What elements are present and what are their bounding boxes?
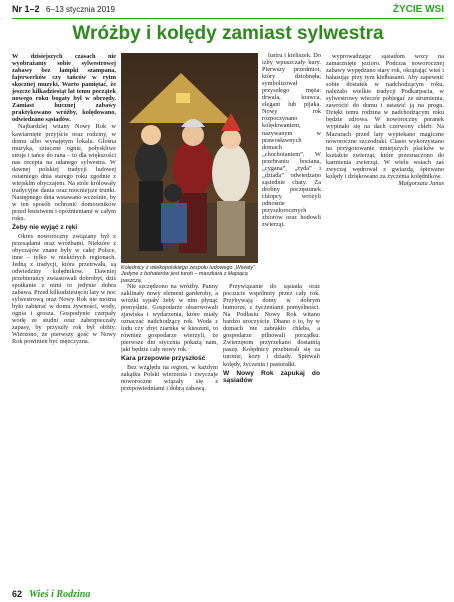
column-1-paragraph: Najbardziej witany Nowy Rok w kawiarnięte przyjście oraz rodziny, w domu albo wynajętym lokalu. Głośna muzyka, sztuczne ognie, połyskliwe stroje i tańce do rana – to dla większości nas recepta na udanego sylwestra. W dawnej polskiej tradycji ludowej ostatniego dnia starego roku zgodnie z wiejskim obyczajem. Na stole królowały tradycyjne dania oraz mocniejsze trunki. Następnego dnia wstawano wcześnie, by w ten sposób ochronić domowników przed lenistwem i opóźnieniami w całym roku. [12, 123, 116, 223]
subheading-1: Żeby nie wyjąć z ręki [12, 224, 78, 232]
subheading-2: Kara przepowie przyszłość [121, 355, 206, 363]
subheading-3: W Nowy Rok zapukaj do sąsiadów [223, 369, 320, 384]
column-3-paragraph: Przywiązanie do sąsiada oraz poczucie wspólnoty przez cały rok. Przybywają domy w dobrym humorze, z życzeniami pomyślności. Na Podlasiu Nowy Rok witano bardzo uroczyście. Dbano o to, by w domach nie zabrakło chleba, a gospodarze pilnowali porządku. Zwierzętom przyrzekano dostatnią paszę. Kolędnicy przebierali się za turonie, kozy i dziady. Śpiewali kolędy, życzenia i pastorałki. [223, 283, 320, 368]
article-title: Wróżby i kolędy zamiast sylwestra [72, 23, 384, 44]
column-5 [262, 52, 321, 282]
issue-date: 6–13 stycznia 2019 [46, 5, 115, 14]
article-signature: Małgorzata Janus [398, 179, 444, 187]
section-name: ŻYCIE WSI [392, 4, 444, 15]
article-photo [121, 53, 258, 263]
column-4 [326, 53, 444, 576]
article-lead: W dzisiejszych czasach nie wyobrażamy sobie sylwestrowej zabawy bez lampki szampana, fajerwerków czy tańców w rytm skocznej muzyki. Warto pamiętać, że jeszcze kilkadziesiąt lat temu początek nowego roku bogaty był w obrzędy. Zamiast hucznej zabawy praktykowano wróżby, kolędowano, odwiedzano sąsiadów. [12, 53, 116, 124]
column-2-paragraph-2: Bez względu na region, w każdym zakątku Polski wierzenia i zwyczaje noworoczne wiązały się z przepowiedniami i dobrą zabawą. [121, 363, 218, 393]
issue-number: Nr 1–2 [12, 4, 40, 14]
column-1 [12, 53, 116, 576]
column-4-paragraph: wyprowadzając sąsiadom wozy na zamarznięte jezioro. Podczas noworocznej zabawy wypędzano stary rok, okrążając wieś i hałasując przy tym kiełbasami. Aby zapewnić sobie dostatek w nadchodzącym roku, należało wielkie tradycji Podkarpacia, w sylwestrowy wieczór pobiegać ze strumienia, zawrócić do domu i ustawić ją na progu. Dzięki temu rodzina w nadchodzącym roku będzie zdrowa. W noworoczny poranek wypinało się na dach czerwony chleb. Na Mazurach przed laty wypiekano magiczne noworoczne szczodraki. Ciasto wykorzystano na przygotowanie mniejszych placków w kształcie zwierząt, które przeznaczono do karmienia zwierząt. W wielu wsiach zaś zwyczaj wędrował z gwiazdą, śpiewano kolędy i dziękowano za życzenia kolędników. [326, 53, 444, 180]
header-rule [12, 18, 444, 19]
magazine-name: Wieś i Rodzina [29, 589, 91, 600]
kolednicy-photo [121, 53, 258, 263]
photo-caption: Kolędnicy z wielkopolskiego zespołu ludowego „Wiwaty”. Jedyne z bohaterów jest turoń – maszkara z kłapiącą paszczą. [121, 265, 257, 284]
page-number: 62 [12, 589, 23, 599]
page-header [12, 4, 444, 18]
column-1-paragraph-2: Okres noworoczny związany był z przesądami oraz wróżbami. Niektóre z obyczajów znane były w całej Polsce, inne – tylko w niektórych regionach. Jedną z tradycji, która przetrwała, są odwiedziny kolędników. Dawniej przebierańcy zwiastowali dobrobyt, dziś spotkanie z nimi to jedynie dobra zabawa. Przed kilkudziesięciu laty w noc sylwestrową oraz Nowy Rok nie można było zabierać w domu żywności, wody, ognia i grosza. Gospodynie czerpały wodę ze studni oraz zabezpieczały zapasy, by przyszły rok był obfity. Wierzono, że pierwszy gość w Nowy Rok powinien być mężczyzna. [12, 232, 116, 346]
column-3 [223, 283, 320, 576]
page-footer [12, 584, 91, 600]
column-2-paragraph: Nie szczędzono na wróżby. Panny zaklinały nowy element garderoby, a wróżki sypały żeby w nim płynąć pomyślnie. Gospodarze obserwowali zjawiska i wydarzenia, które miały oznaczać nadchodzący rok. Woda z lodu czy zbyt ziarnka w kieszeni, to również gospodarze wierzyli, że pierwsze dni stycznia pokażą nam, jaki będzie cały nowy rok. [121, 283, 218, 354]
column-5-paragraph: lustru i kieliszek. Do izby wpuszczały kury. Pierwszy przedmiot, który dziobnęła, symbolizował przyszłego męża: drwala, krawca, elegant lub pijaka. Nowy rok rozpoczynano kolędowaniem, nazywanym w prawosławnych domach „chochotaniem”. W przebraniu bociana, „cygana”, „żyda” i „dziada” odwiedzano sąsiednie chaty. Za drobny poczęstunek chłopcy wróżyli odnośnie przyszłorocznych zbiorów oraz hodowli zwierząt. [262, 52, 321, 229]
column-2 [121, 283, 218, 576]
